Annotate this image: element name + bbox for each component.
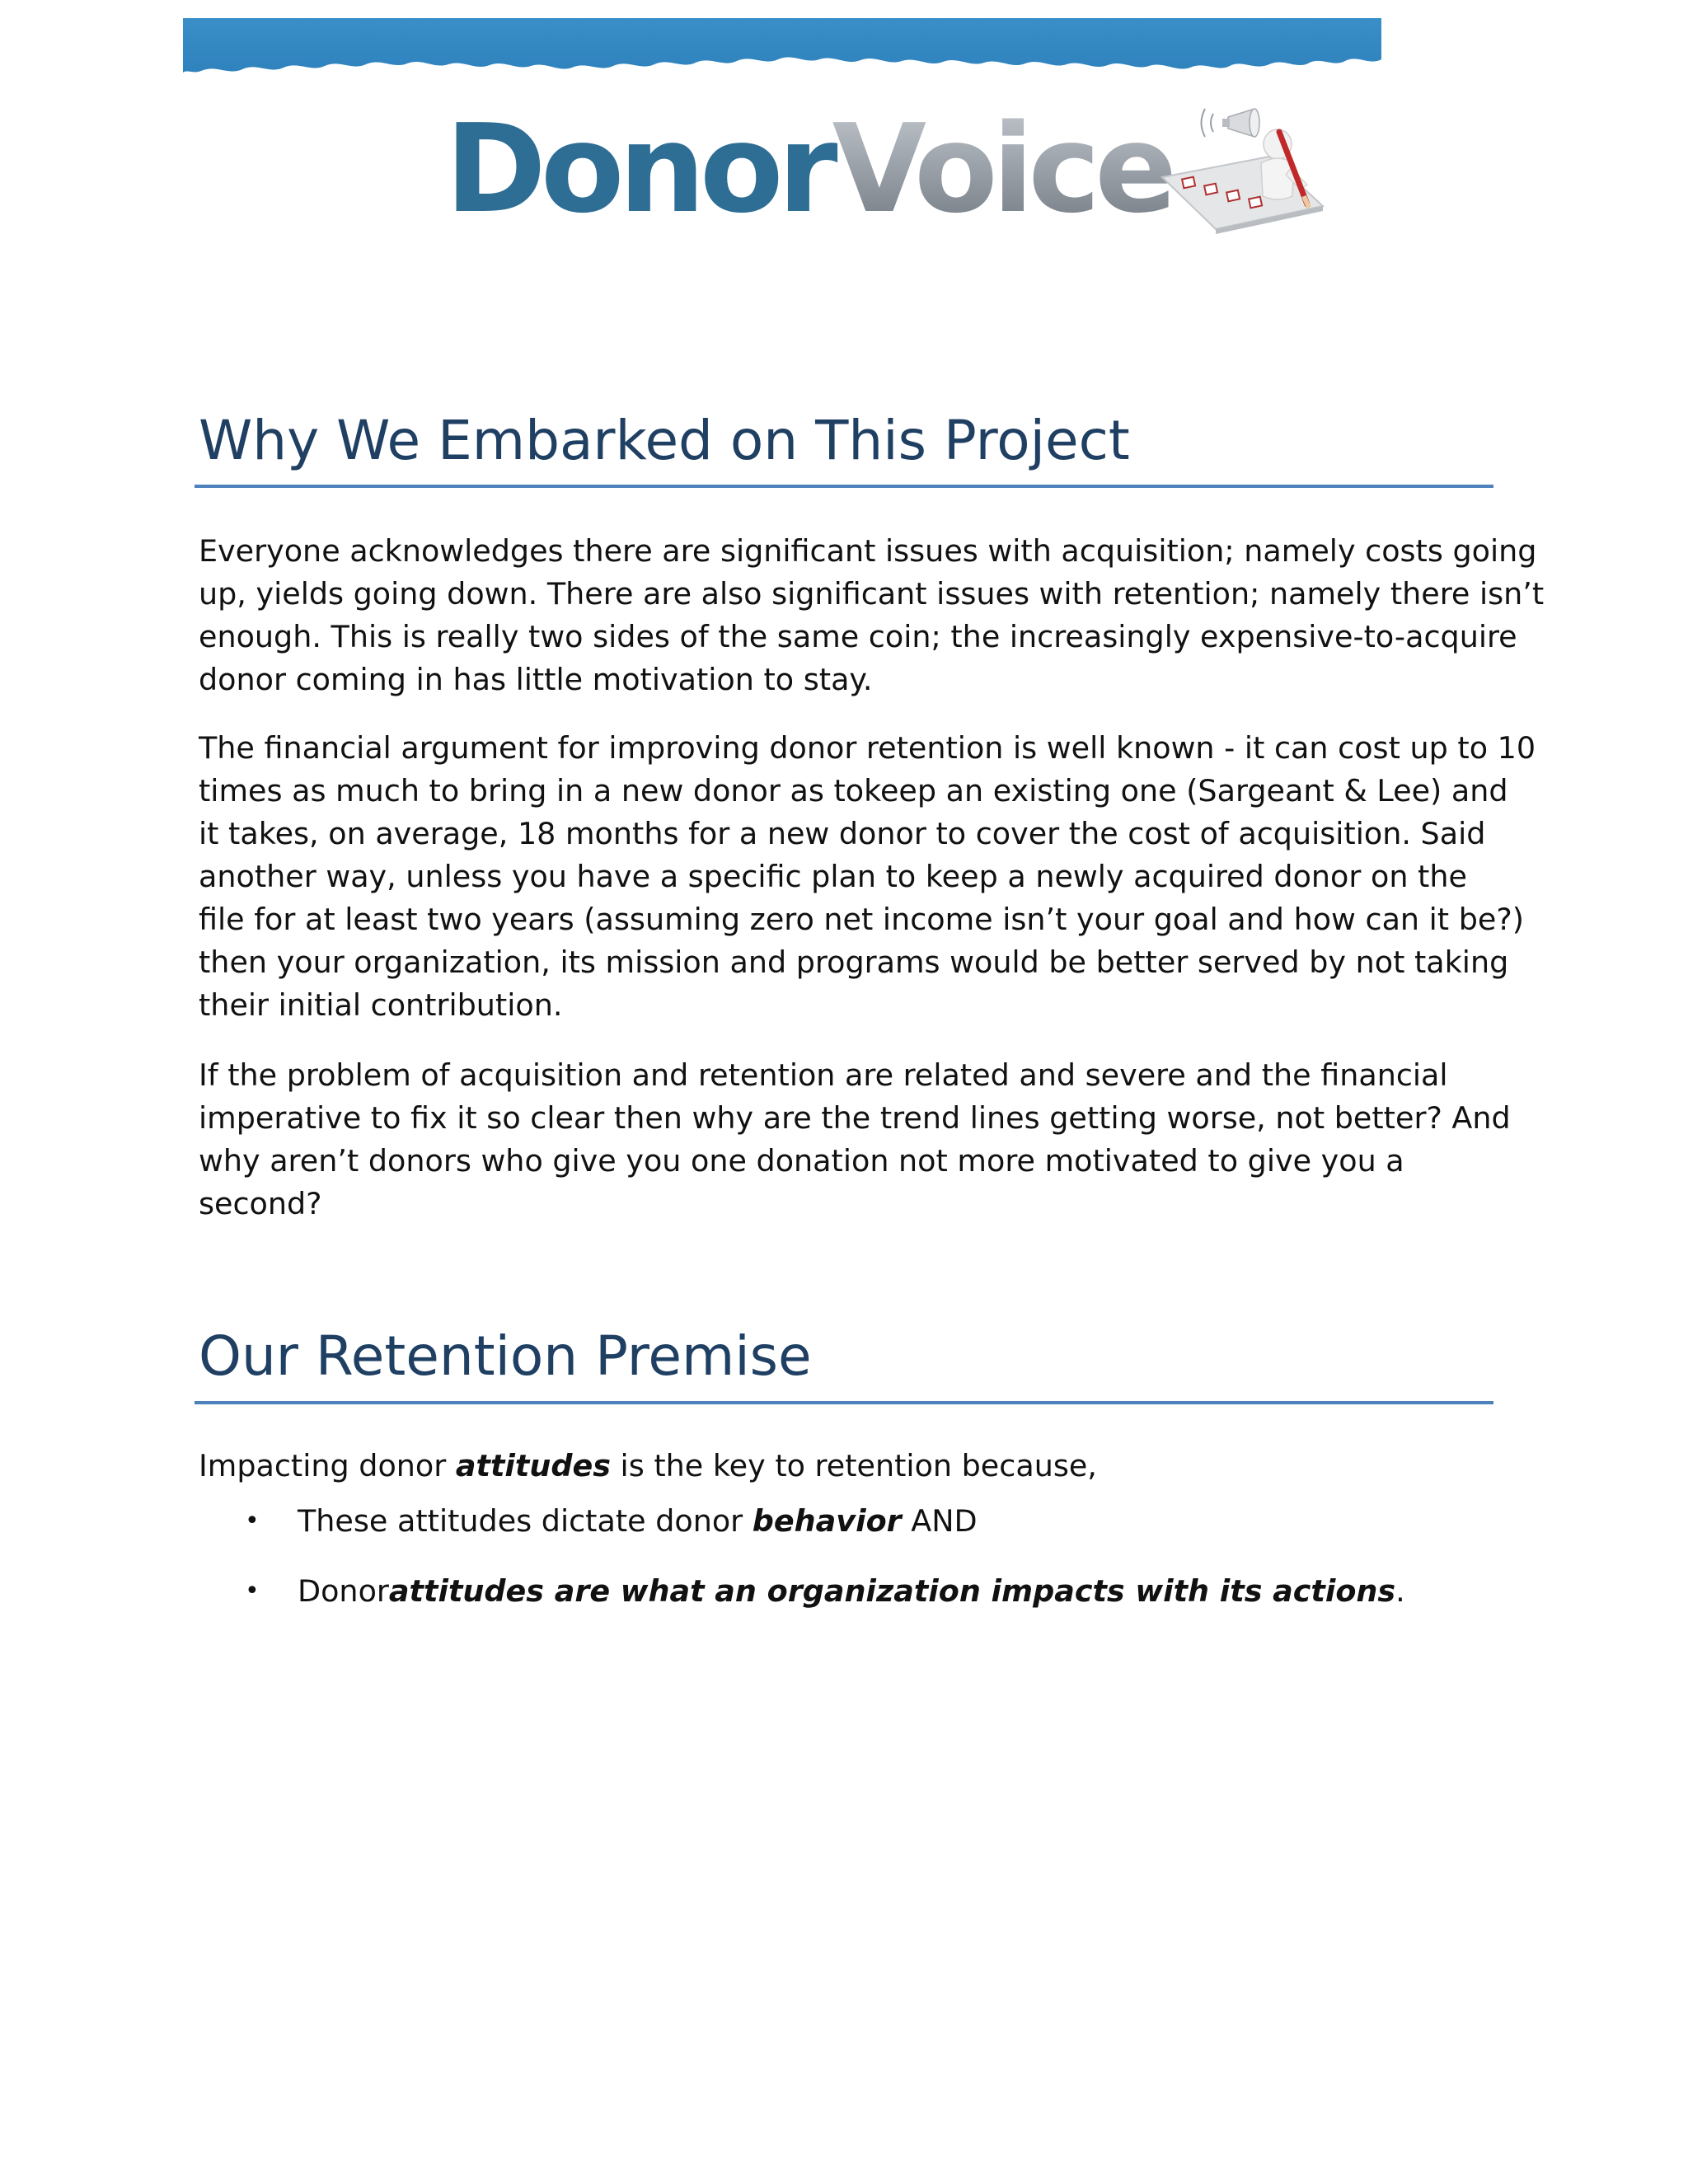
paragraph-line: Everyone acknowledges there are significant issues with acquisition; namely costs going bbox=[199, 533, 1537, 569]
section-heading-retention-premise: Our Retention Premise bbox=[199, 1324, 812, 1388]
paragraph-financial-argument bbox=[199, 727, 1536, 1027]
bullet-text bbox=[298, 1570, 1405, 1613]
retention-intro bbox=[199, 1445, 1494, 1488]
section-divider bbox=[195, 485, 1493, 488]
list-item bbox=[199, 1500, 1494, 1543]
bullet-text bbox=[298, 1500, 978, 1543]
paragraph-line: up, yields going down. There are also significant issues with retention; namely there isn’t bbox=[199, 576, 1545, 612]
bullet-icon: • bbox=[245, 1577, 260, 1605]
bullet-text-end: AND bbox=[901, 1503, 978, 1539]
bullet-icon: • bbox=[245, 1507, 260, 1535]
paragraph-line: The financial argument for improving donor retention is well known - it can cost up to 10 bbox=[199, 730, 1536, 766]
bullet-text-end: . bbox=[1395, 1573, 1405, 1609]
paragraph-line: then your organization, its mission and programs would be better served by not taking bbox=[199, 944, 1509, 980]
section-divider bbox=[195, 1401, 1493, 1404]
survey-megaphone-figure-icon bbox=[1146, 99, 1335, 239]
bullet-emphasis: attitudes are what an organization impacts with its actions bbox=[388, 1573, 1396, 1609]
paragraph-line: another way, unless you have a specific plan to keep a newly acquired donor on the bbox=[199, 859, 1467, 894]
bullet-text-start: Donor bbox=[298, 1573, 389, 1609]
logo-wordmark bbox=[445, 99, 1172, 239]
paragraph-line: enough. This is really two sides of the same coin; the increasingly expensive-to-acquire bbox=[199, 619, 1517, 654]
paragraph-trend-lines bbox=[199, 1054, 1511, 1226]
paragraph-acquisition-issues bbox=[199, 530, 1545, 701]
paragraph-line: If the problem of acquisition and retention are related and severe and the financial bbox=[199, 1057, 1448, 1093]
donorvoice-logo bbox=[445, 99, 1335, 239]
bullet-emphasis: behavior bbox=[752, 1503, 902, 1539]
intro-emphasis: attitudes bbox=[455, 1448, 611, 1483]
paragraph-line: their initial contribution. bbox=[199, 987, 563, 1023]
premise-bullet-list bbox=[199, 1500, 1494, 1640]
paragraph-line: imperative to fix it so clear then why are the trend lines getting worse, not better? And bbox=[199, 1100, 1511, 1136]
section-heading-why-embarked: Why We Embarked on This Project bbox=[199, 409, 1130, 472]
intro-text-end: is the key to retention because, bbox=[610, 1448, 1097, 1483]
bullet-text-start: These attitudes dictate donor bbox=[298, 1503, 753, 1539]
paragraph-line: why aren’t donors who give you one donation not more motivated to give you a bbox=[199, 1143, 1404, 1179]
paragraph-line: times as much to bring in a new donor as tokeep an existing one (Sargeant & Lee) and bbox=[199, 773, 1508, 808]
paragraph-line: second? bbox=[199, 1186, 322, 1221]
intro-text: Impacting donor bbox=[199, 1448, 456, 1483]
list-item bbox=[199, 1570, 1494, 1613]
logo-text-donor: Donor bbox=[445, 98, 832, 240]
paragraph-line: file for at least two years (assuming zero net income isn’t your goal and how can it be?) bbox=[199, 902, 1524, 937]
paragraph-line: donor coming in has little motivation to stay. bbox=[199, 662, 873, 697]
header-band bbox=[183, 18, 1381, 76]
paragraph-line: it takes, on average, 18 months for a new donor to cover the cost of acquisition. Said bbox=[199, 816, 1486, 851]
logo-text-voice: Voice bbox=[832, 98, 1172, 240]
